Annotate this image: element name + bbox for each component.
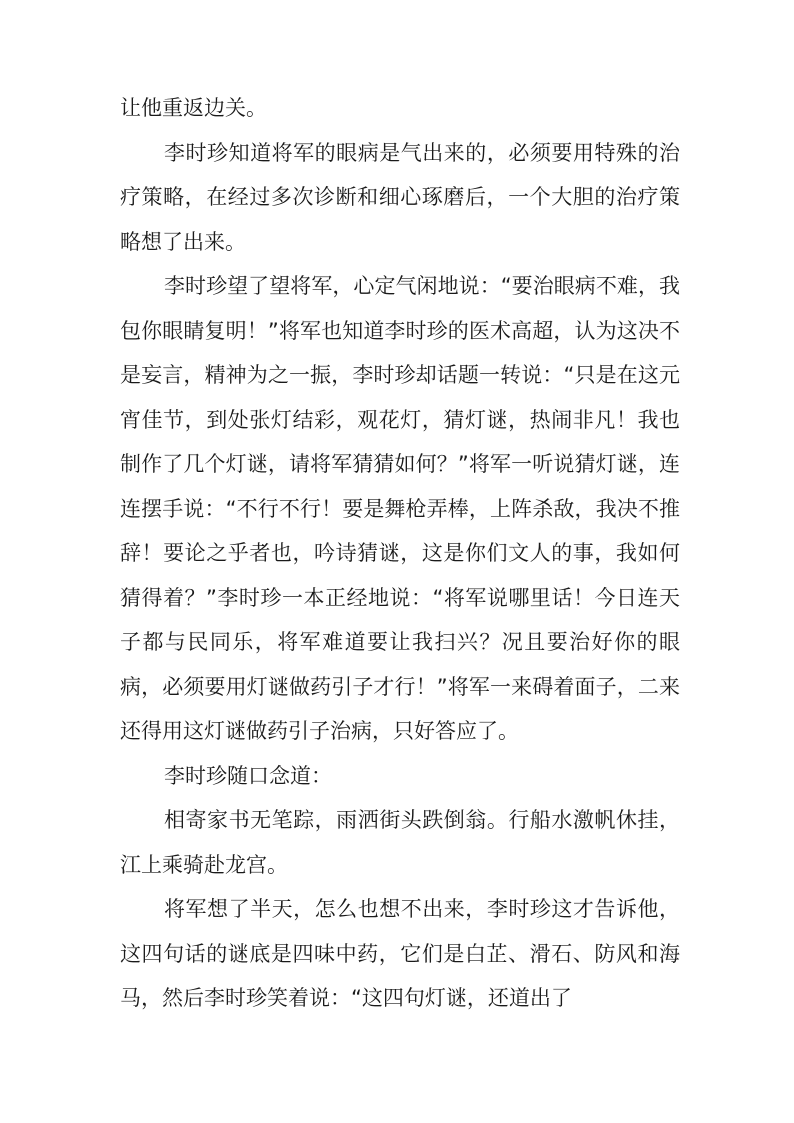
paragraph-riddle-intro: 李时珍随口念道： [164,763,332,788]
paragraph-dialogue: 李时珍望了望将军，心定气闲地说：“要治眼病不难，我包你眼睛复明！”将军也知道李时珍的医术高超，认为这决不是妄言，精神为之一振，李时珍却话题一转说：“只是在这元宵佳节，到处张灯结彩，观花灯，猜灯谜，热闹非凡！我也制作了几个灯谜，请将军猜猜如何？”将军一听说猜灯谜，连连摆手说：“不行不行！要是舞枪弄棒，上阵杀敌，我决不推辞！要论之乎者也，吟诗猜谜，这是你们文人的事，我如何猜得着？”李时珍一本正经地说：“将军说哪里话！今日连天子都与民同乐，将军难道要让我扫兴？况且要治好你的眼病，必须要用灯谜做药引子才行！”将军一来碍着面子，二来还得用这灯谜做药引子治病，只好答应了。 [120,274,680,743]
paragraph-continuation: 让他重返边关。 [120,96,267,120]
paragraph-riddle-answer: 将军想了半天，怎么也想不出来，李时珍这才告诉他，这四句话的谜底是四味中药，它们是白芷、滑石、防风和海马，然后李时珍笑着说：“这四句灯谜，还道出了 [120,897,680,1010]
document-body [120,86,680,1021]
paragraph-riddle-poem: 相寄家书无笔踪，雨洒街头跌倒翁。行船水激帆休挂，江上乘骑赴龙宫。 [120,808,680,877]
paragraph-diagnosis: 李时珍知道将军的眼病是气出来的，必须要用特殊的治疗策略，在经过多次诊断和细心琢磨后，一个大胆的治疗策略想了出来。 [120,140,680,254]
